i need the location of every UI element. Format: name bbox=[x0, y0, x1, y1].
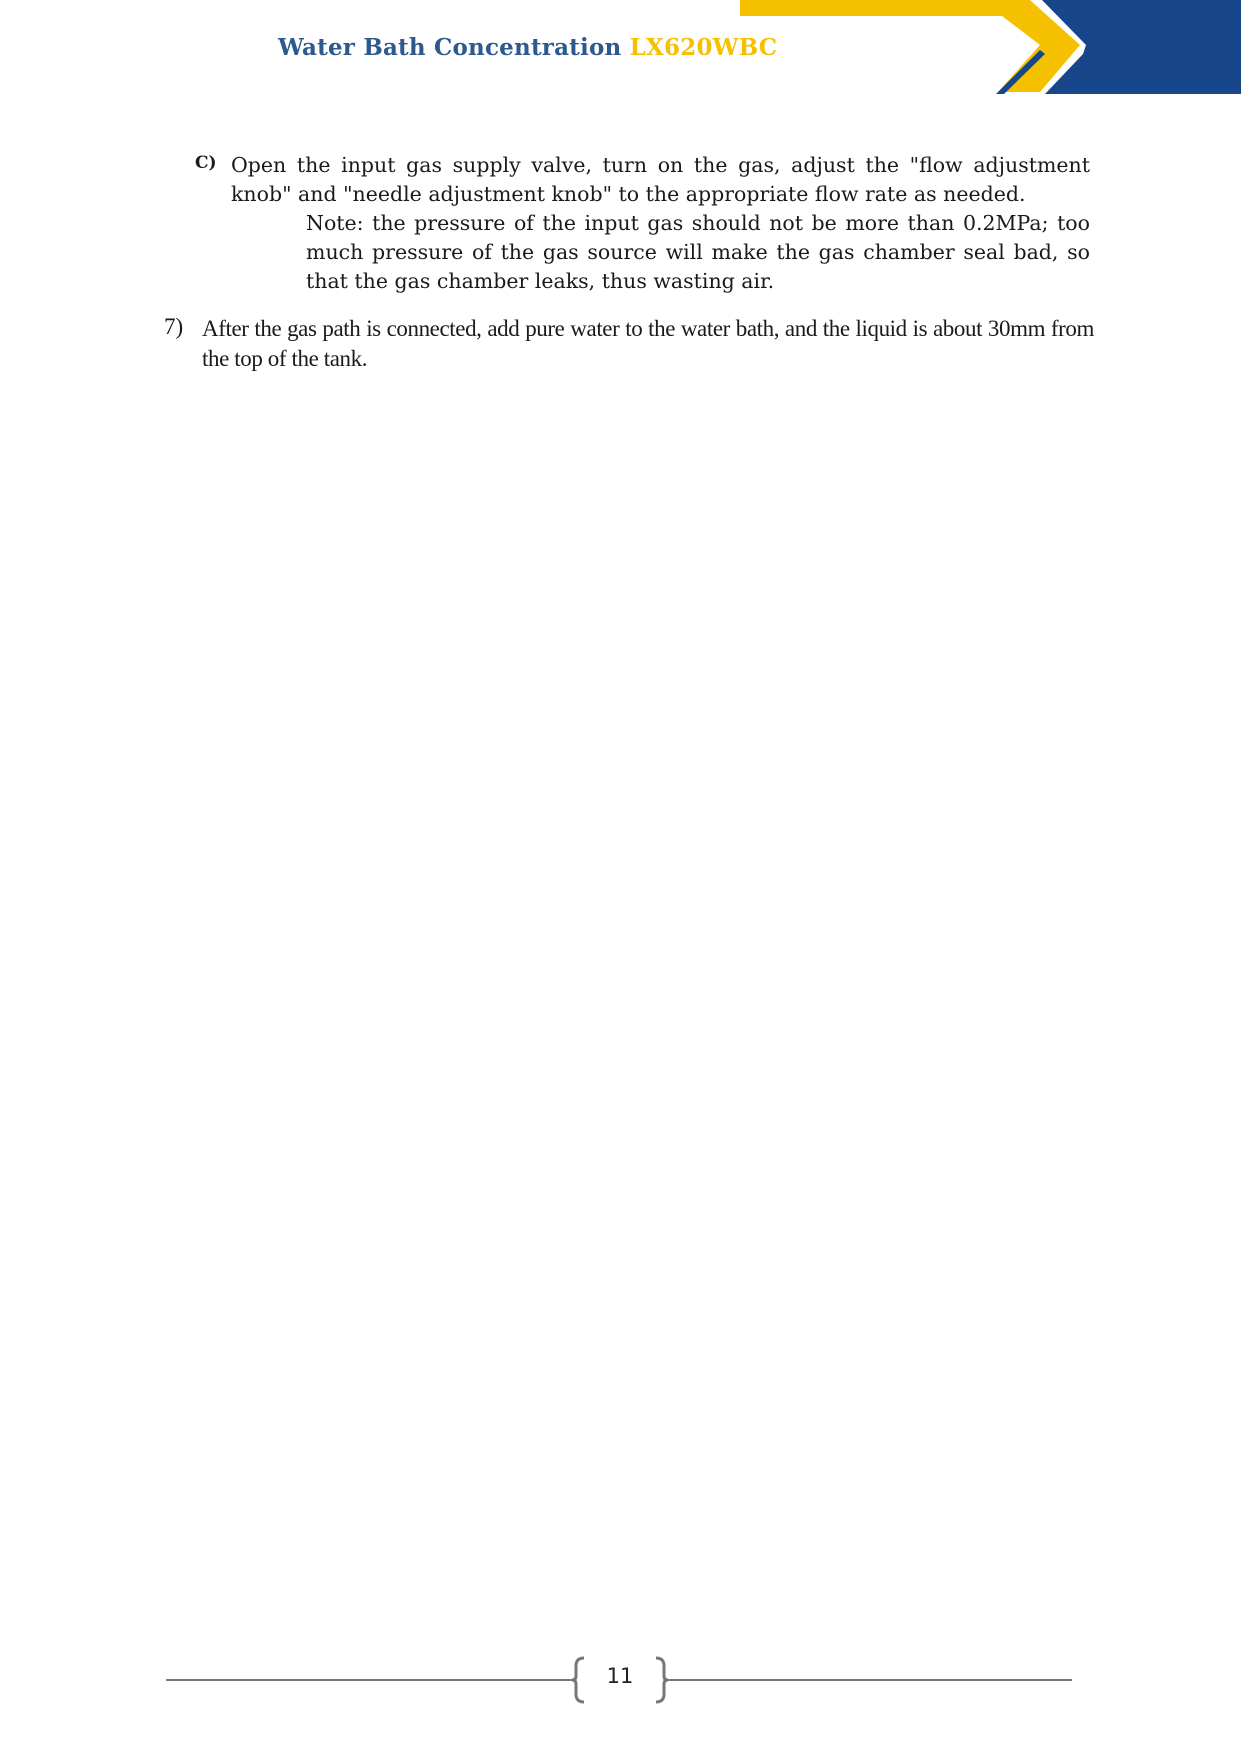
page-header-title bbox=[278, 34, 777, 61]
list-item-c bbox=[195, 151, 1090, 208]
note-paragraph: Note: the pressure of the input gas should not be more than 0.2MPa; too much pressure of the gas source will make the gas chamber seal bad, so that the gas chamber leaks, thus wasting air. bbox=[306, 211, 1090, 293]
list-marker-7: 7) bbox=[164, 314, 184, 339]
page-number: 11 bbox=[606, 1664, 634, 1688]
list-item-7-text: After the gas path is connected, add pure water to the water bath, and the liquid is about 30mm from the top of the tank. bbox=[202, 316, 1094, 371]
list-marker-c: C) bbox=[195, 153, 217, 173]
header-banner-graphic bbox=[740, 0, 1241, 100]
list-item-7 bbox=[164, 314, 1094, 374]
header-title-model: LX620WBC bbox=[629, 34, 778, 61]
list-item-c-text: Open the input gas supply valve, turn on the gas, adjust the "flow adjustment knob" and "needle adjustment knob" to the appropriate flow rate as needed. bbox=[231, 153, 1090, 206]
header-title-main: Water Bath Concentration bbox=[278, 34, 622, 61]
